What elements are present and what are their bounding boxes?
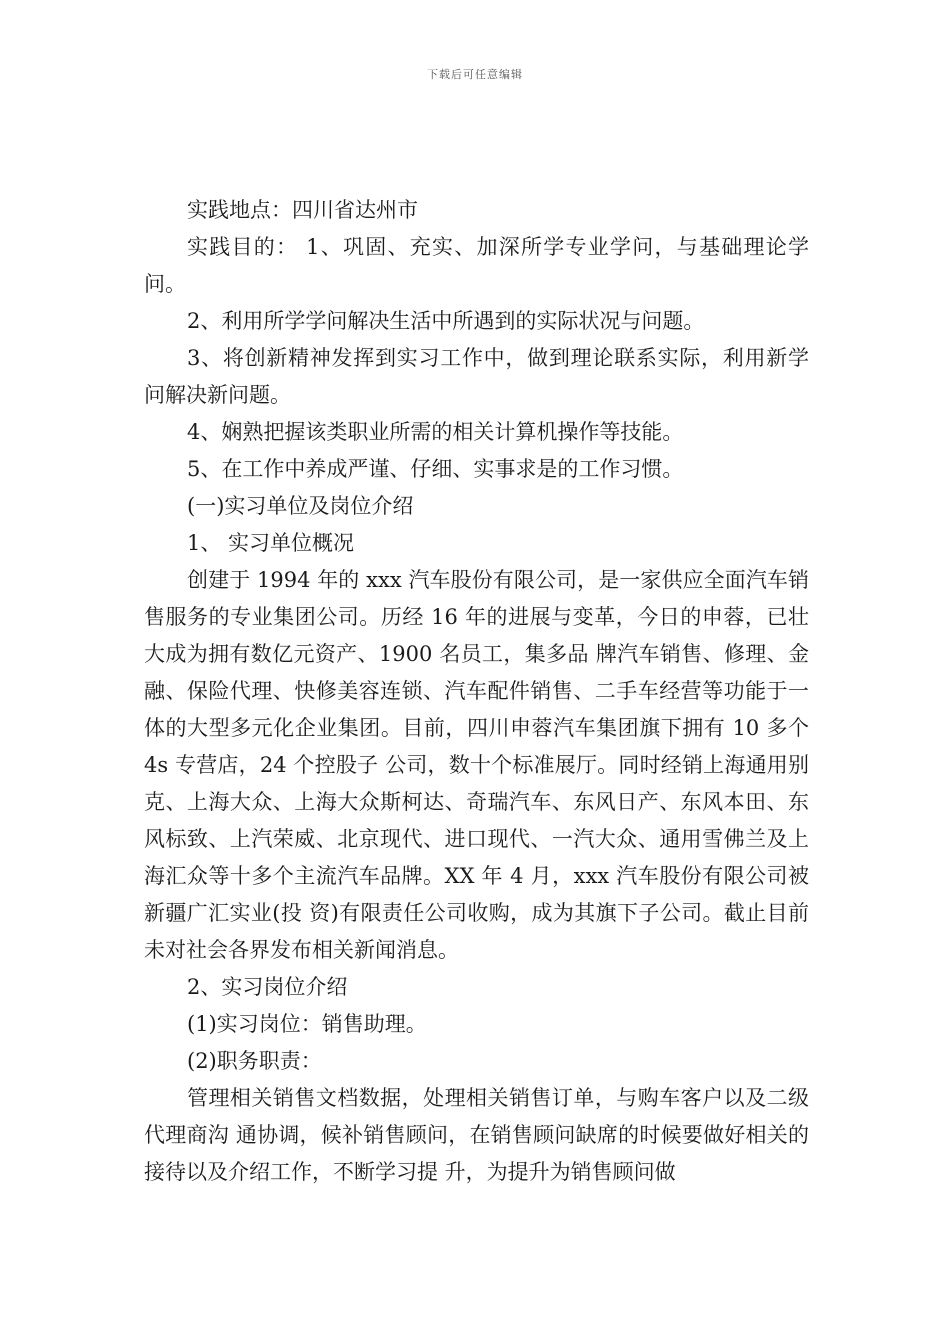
subheading-unit-overview: 1、 实习单位概况	[187, 531, 355, 555]
paragraph-purpose-5: 5、在工作中养成严谨、仔细、实事求是的工作习惯。	[187, 457, 684, 481]
paragraph-duties-heading: (2)职务职责：	[187, 1049, 322, 1073]
paragraph-practice-purpose: 实践目的： 1、巩固、充实、加深所学专业学问，与基础理论学问。	[144, 235, 809, 296]
paragraph-purpose-2: 2、利用所学学问解决生活中所遇到的实际状况与问题。	[187, 309, 705, 333]
document-body	[144, 192, 809, 1191]
paragraph-purpose-3: 3、将创新精神发挥到实习工作中，做到理论联系实际，利用新学问解决新问题。	[144, 346, 809, 407]
subheading-position-intro: 2、实习岗位介绍	[187, 975, 348, 999]
paragraph-practice-location: 实践地点：四川省达州市	[187, 198, 418, 222]
page-header-note: 下载后可任意编辑	[427, 68, 523, 81]
paragraph-duties: 管理相关销售文档数据，处理相关销售订单，与购车客户以及二级代理商沟 通协调，候补销售顾问，在销售顾问缺席的时候要做好相关的接待以及介绍工作，不断学习提 升，为提升为销售顾问做	[144, 1086, 809, 1184]
paragraph-company-overview: 创建于 1994 年的 xxx 汽车股份有限公司，是一家供应全面汽车销售服务的专业集团公司。历经 16 年的进展与变革，今日的申蓉，已壮大成为拥有数亿元资产、1900 名员工，集多品 牌汽车销售、修理、金融、保险代理、快修美容连锁、汽车配件销售、二手车经营等功能于一体的大型多元化企业集团。目前，四川申蓉汽车集团旗下拥有 10 多个 4s 专营店，24 个控股子 公司，数十个标准展厅。同时经销上海通用别克、上海大众、上海大众斯柯达、奇瑞汽车、东风日产、东风本田、东风标致、上汽荣威、北京现代、进口现代、一汽大众、通用雪佛兰及上 海汇众等十多个主流汽车品牌。XX 年 4 月，xxx 汽车股份有限公司被新疆广汇实业(投 资)有限责任公司收购，成为其旗下子公司。截止目前未对社会各界发布相关新闻消息。	[144, 568, 809, 962]
section-heading-unit-and-position: (一)实习单位及岗位介绍	[187, 494, 414, 518]
paragraph-purpose-4: 4、娴熟把握该类职业所需的相关计算机操作等技能。	[187, 420, 684, 444]
paragraph-position: (1)实习岗位：销售助理。	[187, 1012, 427, 1036]
